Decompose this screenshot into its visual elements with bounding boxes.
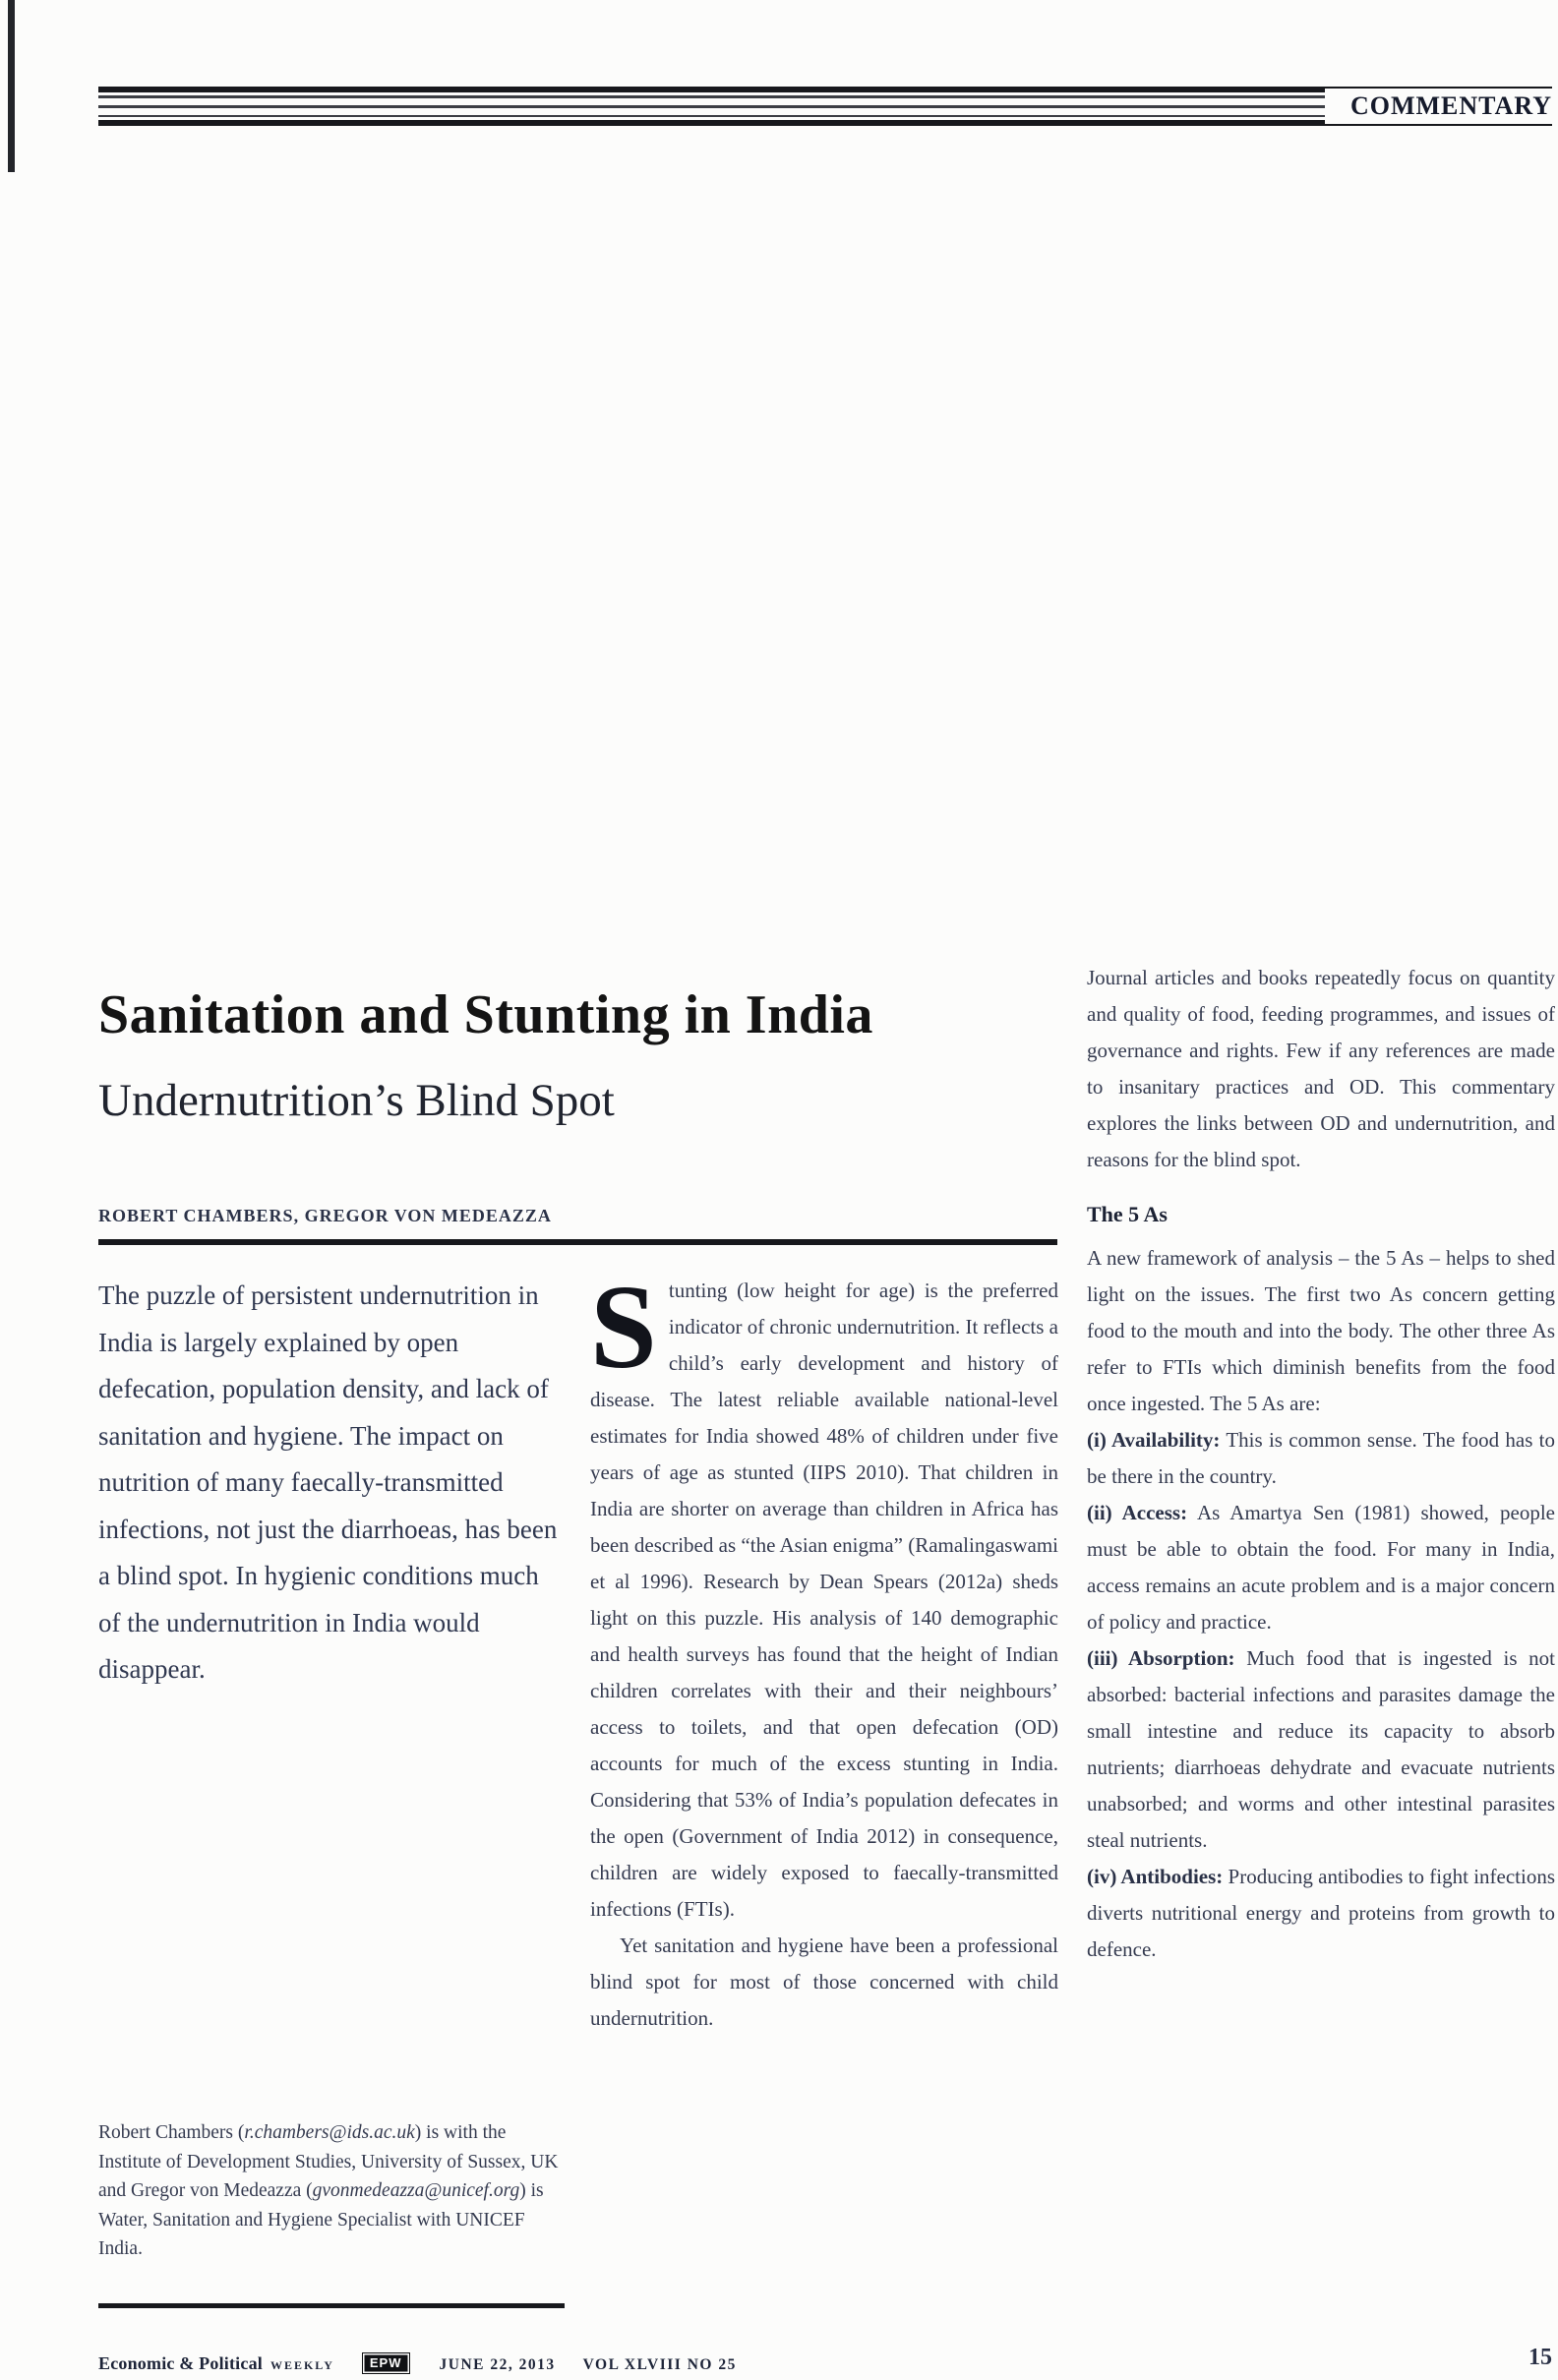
drop-cap: S — [590, 1261, 657, 1394]
list-item-label: (iv) Antibodies: — [1087, 1865, 1224, 1888]
article-title: Sanitation and Stunting in India — [98, 983, 873, 1045]
list-item-text: This is common sense. The food has to be there in the country. — [1087, 1428, 1556, 1488]
list-item — [1087, 1495, 1555, 1640]
page-footer — [98, 2345, 1554, 2380]
author-rule — [98, 1239, 1057, 1245]
list-item-text: Producing antibodies to fight infections diverts nutritional energy and proteins from growth to defence. — [1087, 1865, 1556, 1961]
paragraph: Journal articles and books repeatedly focus on quantity and quality of food, feeding programmes, and issues of governance and rights. Few if any references are made to insanitary practices and OD. This commentary explores the links between OD and undernutrition, and reasons for the blind spot. — [1087, 966, 1555, 1171]
list-item-label: (i) Availability: — [1087, 1428, 1221, 1452]
epw-logo-badge: EPW — [362, 2352, 410, 2374]
affiliation-text: ) is with the Institute of Development Studies, University of Sussex, UK and Gregor von Medeazza ( — [98, 2122, 559, 2201]
author-line: ROBERT CHAMBERS, GREGOR VON MEDEAZZA — [98, 1206, 552, 1225]
list-item-text: As Amartya Sen (1981) showed, people must be able to obtain the food. For many in India, access remains an acute problem and is a major concern of policy and practice. — [1087, 1501, 1555, 1634]
journal-name: Economic & Political — [98, 2353, 263, 2373]
journal-weekly-label: WEEKLY — [270, 2358, 334, 2372]
list-item-label: (iii) Absorption: — [1087, 1646, 1235, 1670]
paragraph: A new framework of analysis – the 5 As – helps to shed light on the issues. The first two As concern getting food to the mouth and into the body. The other three As refer to FTIs which diminish benefits from the food once ingested. The 5 As are: — [1087, 1246, 1555, 1415]
page-number: 15 — [1528, 2345, 1552, 2370]
author-email: gvonmedeazza@unicef.org — [312, 2180, 520, 2201]
author-affiliation — [98, 2118, 561, 2264]
section-label: COMMENTARY — [1325, 89, 1552, 124]
paragraph-text: tunting (low height for age) is the preferred indicator of chronic undernutrition. It reflects a child’s early development and history of disease. The latest reliable available national-level estimates for India showed 48% of children under five years of age as stunted (IIPS 2010). That children in India are shorter on average than children in Africa has been described as “the Asian enigma” (Ramalingaswami et al 1996). Research by Dean Spears (2012a) sheds light on this puzzle. His analysis of 140 demographic and health surveys has found that the height of Indian children correlates with their and their neighbours’ access to toilets, and that open defecation (OD) accounts for much of the excess stunting in India. Considering that 53% of India’s population defecates in the open (Government of India 2012) in consequence, children are widely exposed to faecally-transmitted infections (FTIs). — [590, 1279, 1058, 1921]
list-item-text: Much food that is ingested is not absorbed: bacterial infections and parasites damage the small intestine and reduce its capacity to absorb nutrients; diarrhoeas dehydrate and evacuate nutrients unabsorbed; and worms and other intestinal parasites steal nutrients. — [1087, 1646, 1555, 1852]
abstract: The puzzle of persistent undernutrition in India is largely explained by open defecation, population density, and lack of sanitation and hygiene. The impact on nutrition of many faecally-transmitted infections, not just the diarrhoeas, has been a blind spot. In hygienic conditions much of the undernutrition in India would disappear. — [98, 1280, 558, 1684]
list-item — [1087, 1859, 1555, 1968]
issue-volume: VOL XLVIII NO 25 — [582, 2356, 737, 2373]
affiliation-text: Robert Chambers ( — [98, 2122, 245, 2143]
article-subtitle: Undernutrition’s Blind Spot — [98, 1075, 615, 1126]
paragraph — [590, 1261, 1058, 1928]
body-column-right — [1087, 960, 1555, 1968]
affiliation-rule — [98, 2303, 565, 2308]
list-item — [1087, 1640, 1555, 1859]
page-edge-scan-artifact — [8, 0, 15, 172]
body-column-middle — [590, 1261, 1058, 2037]
list-item — [1087, 1422, 1555, 1495]
issue-date: JUNE 22, 2013 — [439, 2356, 556, 2373]
section-header-rules — [98, 87, 1552, 126]
paragraph: Yet sanitation and hygiene have been a professional blind spot for most of those concerned with child undernutrition. — [590, 1934, 1058, 2030]
affiliation-text: ) is Water, Sanitation and Hygiene Specialist with UNICEF India. — [98, 2180, 544, 2259]
section-heading: The 5 As — [1087, 1202, 1168, 1226]
list-item-label: (ii) Access: — [1087, 1501, 1188, 1524]
author-email: r.chambers@ids.ac.uk — [244, 2122, 415, 2143]
